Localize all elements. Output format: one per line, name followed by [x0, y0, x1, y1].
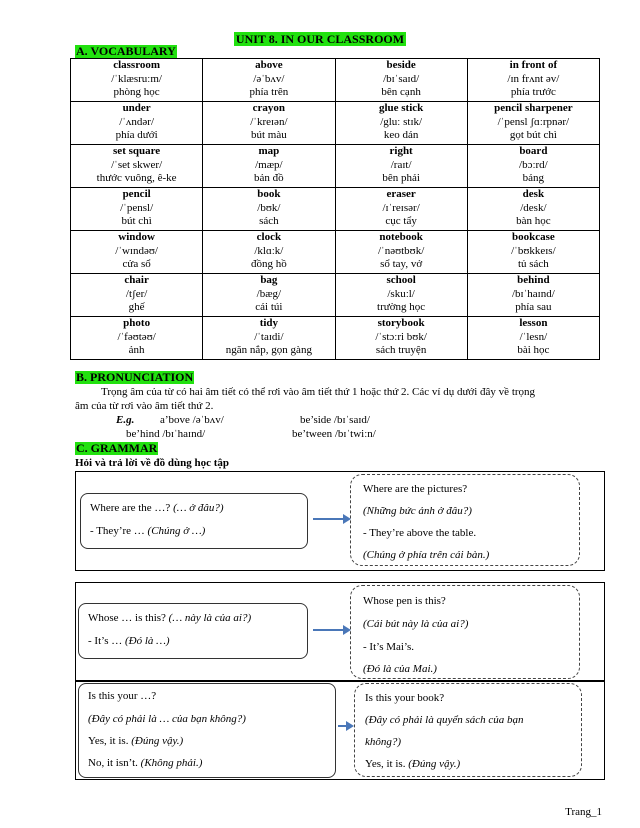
example-is-this-translation-2: không?): [365, 736, 402, 748]
eg-label: E.g.: [116, 414, 135, 426]
vocab-ipa: /ˈstɔːri bʊk/: [375, 330, 427, 343]
arrow-right-icon: [313, 518, 349, 520]
pronunciation-text-2: âm của từ rơi vào âm tiết thứ 2.: [75, 400, 214, 412]
vocab-cell: [203, 231, 335, 274]
vocab-ipa: /bæg/: [256, 287, 282, 300]
pattern-is-this-translation: (Đây có phải là … của bạn không?): [88, 713, 246, 725]
vocab-meaning: bàn học: [516, 215, 551, 227]
example-whose-box: [350, 585, 580, 679]
vocab-cell: [203, 145, 335, 188]
vocab-word: above: [255, 59, 283, 71]
arrow-right-icon: [313, 629, 349, 631]
pattern-where-answer: - They’re … (Chúng ở …): [90, 525, 206, 537]
vocab-row: [71, 274, 600, 317]
vocab-meaning: cửa sổ: [122, 258, 151, 270]
vocab-cell: [71, 188, 203, 231]
vocab-ipa: /bʊk/: [257, 201, 281, 214]
vocab-ipa: /ˈfəʊtəʊ/: [117, 330, 156, 343]
vocab-meaning: bảng: [522, 172, 545, 184]
vocab-word: under: [122, 102, 151, 114]
vocab-cell: [203, 59, 335, 102]
vocab-ipa: /skuːl/: [387, 287, 415, 300]
vocab-cell: [203, 317, 335, 360]
example-whose-question: Whose pen is this?: [363, 595, 446, 607]
vocab-ipa: /ˈpensl/: [120, 201, 154, 214]
example-whose-question-translation: (Cái bút này là của ai?): [363, 618, 469, 630]
vocab-ipa: /ˈʌndər/: [119, 115, 155, 128]
vocab-cell: [335, 59, 467, 102]
vocab-meaning: sách truyện: [375, 344, 427, 356]
vocab-word: map: [258, 145, 280, 157]
vocab-row: [71, 231, 600, 274]
vocab-ipa: /əˈbʌv/: [253, 72, 285, 85]
pattern-is-this-question: Is this your …?: [88, 690, 157, 702]
vocab-cell: [467, 274, 599, 317]
pattern-whose-box: [78, 603, 308, 659]
vocab-word: bag: [260, 274, 278, 286]
vocab-meaning: ảnh: [128, 344, 145, 356]
grammar-box-is-this: [75, 680, 605, 780]
vocab-ipa: /ˈpensl ʃɑːrpnər/: [497, 115, 570, 128]
vocab-word: behind: [517, 274, 550, 286]
pattern-where-question: Where are the …? (… ở đâu?): [90, 502, 224, 514]
vocab-word: right: [389, 145, 413, 157]
vocab-word: crayon: [252, 102, 286, 114]
vocab-ipa: /klɑːk/: [254, 244, 284, 257]
vocab-word: set square: [113, 145, 161, 157]
vocab-meaning: bản đồ: [254, 172, 284, 184]
vocab-word: pencil: [122, 188, 151, 200]
vocab-ipa: /tʃer/: [125, 287, 148, 300]
vocab-meaning: bút màu: [251, 129, 287, 141]
vocab-ipa: /gluː stɪk/: [380, 115, 423, 128]
vocab-cell: [71, 317, 203, 360]
example-whose-answer-translation: (Đó là của Mai.): [363, 663, 437, 675]
vocab-word: classroom: [113, 59, 161, 71]
pattern-whose-answer: - It’s … (Đó là …): [88, 635, 170, 647]
vocab-word: desk: [522, 188, 545, 200]
vocab-ipa: /ˈklæsruːm/: [111, 72, 162, 85]
vocab-cell: [71, 59, 203, 102]
vocab-meaning: phía sau: [515, 301, 552, 313]
vocab-meaning: gọt bút chì: [509, 129, 557, 141]
vocab-meaning: cái túi: [255, 301, 283, 313]
page-number: Trang_1: [565, 806, 602, 818]
vocabulary-heading: A. VOCABULARY: [76, 44, 176, 58]
vocab-meaning: sổ tay, vở: [380, 258, 423, 270]
vocab-word: in front of: [509, 59, 558, 71]
vocab-cell: [467, 317, 599, 360]
vocab-ipa: /mæp/: [255, 158, 283, 171]
vocab-meaning: phía trên: [249, 86, 289, 98]
vocab-ipa: /ˈset skwer/: [111, 158, 163, 171]
vocab-word: lesson: [519, 317, 548, 329]
pronunciation-text-1: Trọng âm của từ có hai âm tiết có thể rơi vào âm tiết thứ 1 hoặc thứ 2. Các ví dụ dưới đây về trọng: [101, 386, 536, 398]
vocab-cell: [71, 145, 203, 188]
example-between: be’tween /bɪˈtwiːn/: [292, 428, 376, 440]
vocab-meaning: thước vuông, ê-ke: [96, 172, 177, 184]
vocab-meaning: keo dán: [383, 129, 419, 141]
vocab-cell: [467, 231, 599, 274]
arrow-right-icon: [338, 725, 352, 727]
vocab-ipa: /ˈwɪndəʊ/: [115, 244, 158, 257]
vocab-word: window: [118, 231, 155, 243]
vocab-word: storybook: [377, 317, 425, 329]
vocab-ipa: /ˈtaɪdi/: [254, 330, 284, 343]
vocab-row: [71, 188, 600, 231]
vocab-meaning: bài học: [517, 344, 550, 356]
grammar-heading: C. GRAMMAR: [76, 441, 158, 455]
vocab-cell: [203, 188, 335, 231]
vocab-word: chair: [124, 274, 149, 286]
pattern-whose-question: Whose … is this? (… này là của ai?): [88, 612, 252, 624]
vocab-row: [71, 102, 600, 145]
vocab-word: glue stick: [378, 102, 424, 114]
vocab-ipa: /bɪˈhaɪnd/: [511, 287, 555, 300]
vocab-ipa: /bɪˈsaɪd/: [383, 72, 420, 85]
vocab-meaning: phía dưới: [115, 129, 158, 141]
vocab-word: notebook: [379, 231, 423, 243]
vocab-meaning: bên cạnh: [381, 86, 421, 98]
vocab-row: [71, 145, 600, 188]
example-where-question-translation: (Những bức ảnh ở đâu?): [363, 505, 472, 517]
vocab-cell: [71, 102, 203, 145]
vocab-word: tidy: [259, 317, 279, 329]
vocab-word: beside: [386, 59, 416, 71]
vocab-cell: [335, 188, 467, 231]
example-above: a’bove /əˈbʌv/: [160, 414, 224, 426]
example-is-this-answer: Yes, it is. (Đúng vậy.): [365, 758, 461, 770]
vocab-ipa: /ɪˈreɪsər/: [382, 201, 420, 214]
pattern-where-box: [80, 493, 308, 549]
vocab-cell: [335, 274, 467, 317]
vocab-cell: [467, 59, 599, 102]
vocab-meaning: phòng học: [113, 86, 160, 98]
example-is-this-box: [354, 683, 582, 777]
grammar-box-where: [75, 471, 605, 571]
vocab-ipa: /ˈbʊkkeɪs/: [511, 244, 556, 257]
vocab-cell: [203, 102, 335, 145]
vocab-meaning: tủ sách: [517, 258, 549, 270]
vocab-cell: [71, 231, 203, 274]
example-where-box: [350, 474, 580, 566]
example-where-question: Where are the pictures?: [363, 483, 468, 495]
vocab-ipa: /raɪt/: [390, 158, 412, 171]
vocab-cell: [467, 102, 599, 145]
example-where-answer-translation: (Chúng ở phía trên cái bàn.): [363, 549, 490, 561]
vocab-cell: [71, 274, 203, 317]
vocab-meaning: bút chì: [121, 215, 152, 227]
vocab-ipa: /ɪn frʌnt əv/: [507, 72, 560, 85]
vocab-ipa: /ˈkreɪən/: [250, 115, 288, 128]
vocab-meaning: bên phải: [382, 172, 420, 184]
vocab-meaning: sách: [259, 215, 279, 227]
vocab-cell: [203, 274, 335, 317]
example-where-answer: - They’re above the table.: [363, 527, 477, 539]
vocab-word: eraser: [386, 188, 416, 200]
example-behind: be’hind /bɪˈhaɪnd/: [126, 428, 206, 440]
vocab-meaning: cục tẩy: [385, 215, 417, 227]
vocab-cell: [335, 102, 467, 145]
grammar-box-whose: [75, 582, 605, 682]
vocab-word: board: [519, 145, 548, 157]
vocab-row: [71, 317, 600, 360]
vocab-cell: [467, 188, 599, 231]
example-is-this-question: Is this your book?: [365, 692, 445, 704]
vocab-ipa: /desk/: [520, 201, 547, 214]
unit-title: UNIT 8. IN OUR CLASSROOM: [235, 32, 405, 46]
vocab-cell: [335, 145, 467, 188]
vocab-ipa: /ˈlesn/: [519, 330, 548, 343]
vocab-ipa: /bɔːrd/: [519, 158, 548, 171]
pattern-is-this-box: [78, 683, 336, 778]
example-whose-answer: - It’s Mai’s.: [363, 641, 415, 653]
vocab-word: clock: [256, 231, 282, 243]
pattern-is-this-yes: Yes, it is. (Đúng vậy.): [88, 735, 184, 747]
vocab-word: school: [386, 274, 416, 286]
example-is-this-translation-1: (Đây có phải là quyển sách của bạn: [365, 714, 524, 726]
vocab-meaning: phía trước: [510, 86, 556, 98]
vocab-word: book: [257, 188, 281, 200]
vocab-meaning: ghế: [128, 301, 145, 313]
vocab-meaning: đồng hồ: [251, 258, 287, 270]
vocab-word: bookcase: [511, 231, 555, 243]
grammar-subheading: Hỏi và trả lời về đồ dùng học tập: [75, 457, 229, 469]
pattern-is-this-no: No, it isn’t. (Không phải.): [88, 757, 203, 769]
vocabulary-table: [70, 58, 600, 360]
vocab-cell: [335, 231, 467, 274]
vocab-cell: [335, 317, 467, 360]
vocab-word: pencil sharpener: [494, 102, 573, 114]
vocab-cell: [467, 145, 599, 188]
example-beside: be’side /bɪˈsaɪd/: [300, 414, 370, 426]
vocab-meaning: ngăn nắp, gọn gàng: [225, 344, 312, 356]
vocab-ipa: /ˈnəʊtbʊk/: [377, 244, 425, 257]
vocab-meaning: trường học: [377, 301, 426, 313]
pronunciation-heading: B. PRONUNCIATION: [76, 370, 194, 384]
vocab-word: photo: [123, 317, 151, 329]
vocab-row: [71, 59, 600, 102]
